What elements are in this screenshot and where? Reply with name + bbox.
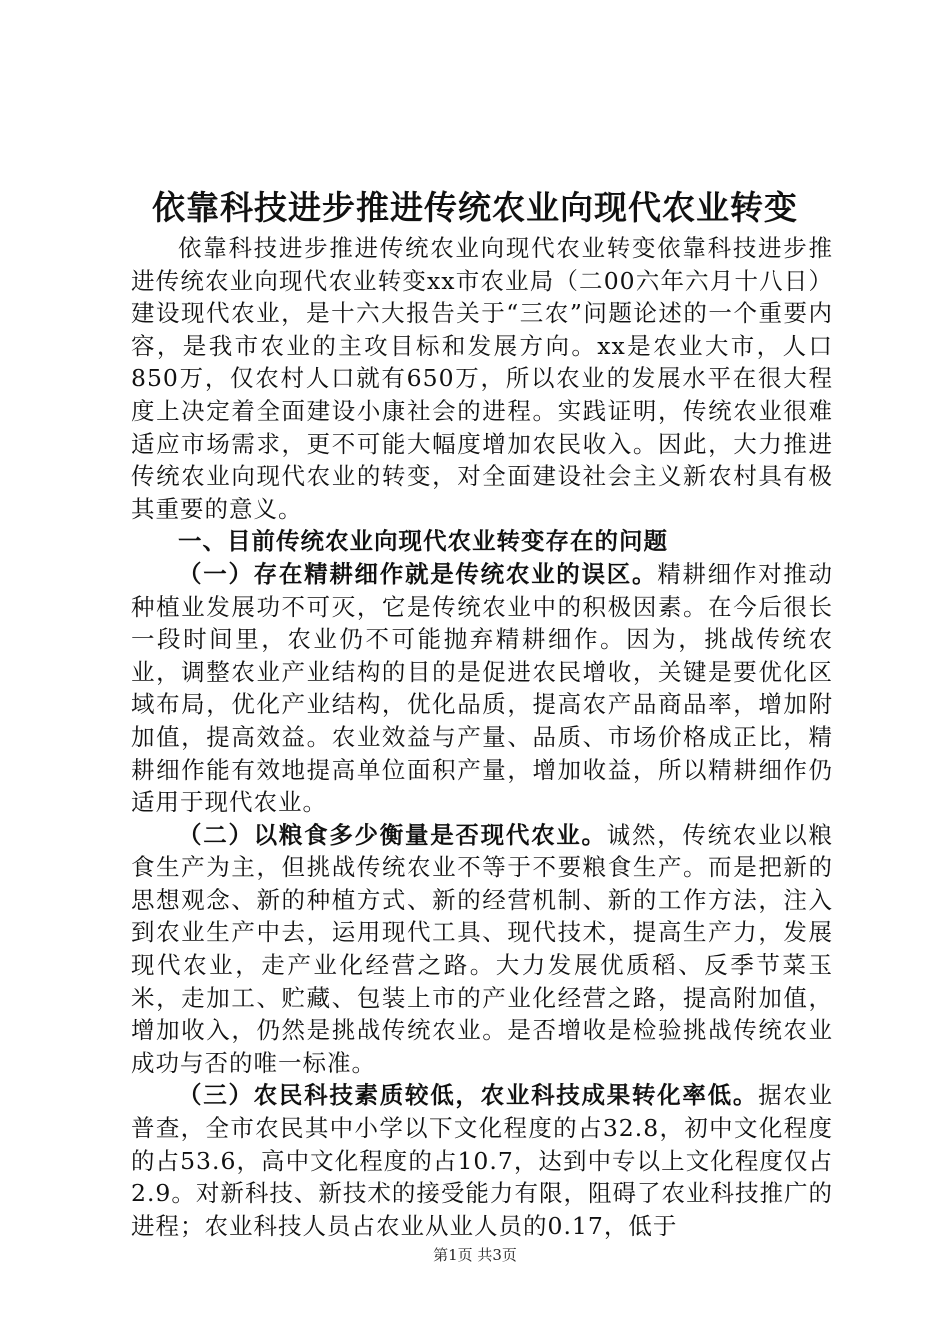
paragraph-lead: （三）农民科技素质较低，农业科技成果转化率低。 xyxy=(178,1081,759,1110)
page-footer: 第1页 共3页 xyxy=(433,1246,517,1264)
paragraph-text: 诚然，传统农业以粮食生产为主，但挑战传统农业不等于不要粮食生产。而是把新的思想观念、新的种植方式、新的经营机制、新的工作方法，注入到农业生产中去，运用现代工具、现代技术，提高生产力，发展现代农业，走产业化经营之路。大力发展优质稻、反季节菜玉米，走加工、贮藏、包装上市的产业化经营之路，提高附加值，增加收入，仍然是挑战传统农业。是否增收是检验挑战传统农业成功与否的唯一标准。 xyxy=(131,820,834,1077)
paragraph-text: 精耕细作对推动种植业发展功不可灭，它是传统农业中的积极因素。在今后很长一段时间里，农业仍不可能抛弃精耕细作。因为，挑战传统农业，调整农业产业结构的目的是促进农民增收，关键是要优化区域布局，优化产业结构，优化品质，提高农产品商品率，增加附加值，提高效益。农业效益与产量、品质、市场价格成正比，精耕细作能有效地提高单位面积产量，增加收益，所以精耕细作仍适用于现代农业。 xyxy=(131,559,834,817)
paragraph-item-1 xyxy=(131,558,833,819)
paragraph-lead: （一）存在精耕细作就是传统农业的误区。 xyxy=(178,559,658,588)
section-heading: 一、目前传统农业向现代农业转变存在的问题 xyxy=(178,527,668,556)
paragraph-text: 据农业普查，全市农民其中小学以下文化程度的占32.8，初中文化程度的占53.6，高中文化程度的占10.7，达到中专以上文化程度仅占2.9。对新科技、新技术的接受能力有限，阻碍了农业科技推广的进程；农业科技人员占农业从业人员的0.17，低于 xyxy=(131,1081,834,1240)
paragraph-item-3 xyxy=(131,1079,833,1242)
page-title: 依靠科技进步推进传统农业向现代农业转变 xyxy=(152,188,798,227)
document-body xyxy=(131,232,833,1242)
paragraph-item-2 xyxy=(131,819,833,1080)
paragraph-lead: （二）以粮食多少衡量是否现代农业。 xyxy=(178,820,607,849)
intro-paragraph: 依靠科技进步推进传统农业向现代农业转变依靠科技进步推进传统农业向现代农业转变xx市农业局（二00六年六月十八日）建设现代农业，是十六大报告关于“三农”问题论述的一个重要内容，是我市农业的主攻目标和发展方向。xx是农业大市，人口850万，仅农村人口就有650万，所以农业的发展水平在很大程度上决定着全面建设小康社会的进程。实践证明，传统农业很难适应市场需求，更不可能大幅度增加农民收入。因此，大力推进传统农业向现代农业的转变，对全面建设社会主义新农村具有极其重要的意义。 xyxy=(131,234,833,523)
